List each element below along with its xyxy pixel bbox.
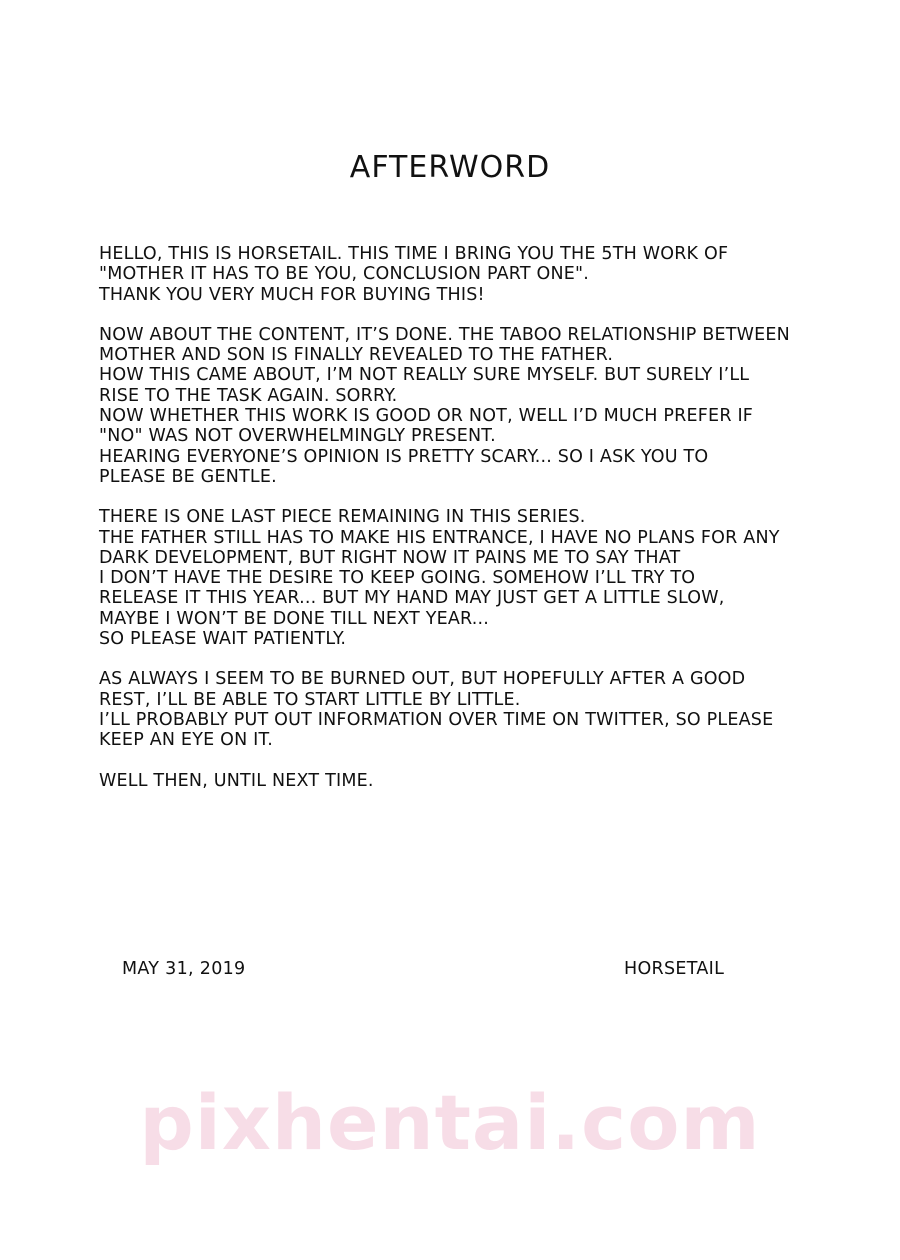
text-line: MAYBE I WON’T BE DONE TILL NEXT YEAR... [99,608,490,629]
text-line: NOW ABOUT THE CONTENT, IT’S DONE. THE TABOO RELATIONSHIP BETWEEN [99,324,790,345]
text-line: I DON’T HAVE THE DESIRE TO KEEP GOING. SOMEHOW I’LL TRY TO [99,568,696,589]
page-title: AFTERWORD [349,150,551,185]
text-line: I’LL PROBABLY PUT OUT INFORMATION OVER TIME ON TWITTER, SO PLEASE [99,709,774,730]
signoff-date: MAY 31, 2019 [122,959,246,979]
afterword-body [99,244,869,811]
text-line: THE FATHER STILL HAS TO MAKE HIS ENTRANCE, I HAVE NO PLANS FOR ANY [99,527,780,548]
paragraph-5 [99,771,869,791]
text-line: THANK YOU VERY MUCH FOR BUYING THIS! [99,284,485,305]
text-line: WELL THEN, UNTIL NEXT TIME. [99,770,374,791]
text-line: MOTHER AND SON IS FINALLY REVEALED TO THE FATHER. [99,345,614,366]
text-line: AS ALWAYS I SEEM TO BE BURNED OUT, BUT HOPEFULLY AFTER A GOOD [99,669,746,690]
text-line: "NO" WAS NOT OVERWHELMINGLY PRESENT. [99,426,496,447]
text-line: PLEASE BE GENTLE. [99,466,277,487]
text-line: SO PLEASE WAIT PATIENTLY. [99,629,347,650]
paragraph-3 [99,507,869,649]
paragraph-4 [99,669,869,750]
text-line: REST, I’LL BE ABLE TO START LITTLE BY LITTLE. [99,689,521,710]
text-line: KEEP AN EYE ON IT. [99,730,274,751]
paragraph-2 [99,325,869,487]
text-line: HEARING EVERYONE’S OPINION IS PRETTY SCARY... SO I ASK YOU TO [99,446,709,467]
paragraph-1 [99,244,869,305]
text-line: "MOTHER IT HAS TO BE YOU, CONCLUSION PART ONE". [99,264,590,285]
site-watermark: pixhentai.com [139,1078,761,1167]
text-line: NOW WHETHER THIS WORK IS GOOD OR NOT, WELL I’D MUCH PREFER IF [99,406,754,427]
text-line: HELLO, THIS IS HORSETAIL. THIS TIME I BRING YOU THE 5TH WORK OF [99,244,729,264]
signoff-author: HORSETAIL [624,959,725,979]
text-line: RISE TO THE TASK AGAIN. SORRY. [99,385,398,406]
text-line: RELEASE IT THIS YEAR... BUT MY HAND MAY JUST GET A LITTLE SLOW, [99,588,725,609]
text-line: HOW THIS CAME ABOUT, I’M NOT REALLY SURE MYSELF. BUT SURELY I’LL [99,365,750,386]
text-line: DARK DEVELOPMENT, BUT RIGHT NOW IT PAINS ME TO SAY THAT [99,547,681,568]
text-line: THERE IS ONE LAST PIECE REMAINING IN THIS SERIES. [99,507,586,528]
